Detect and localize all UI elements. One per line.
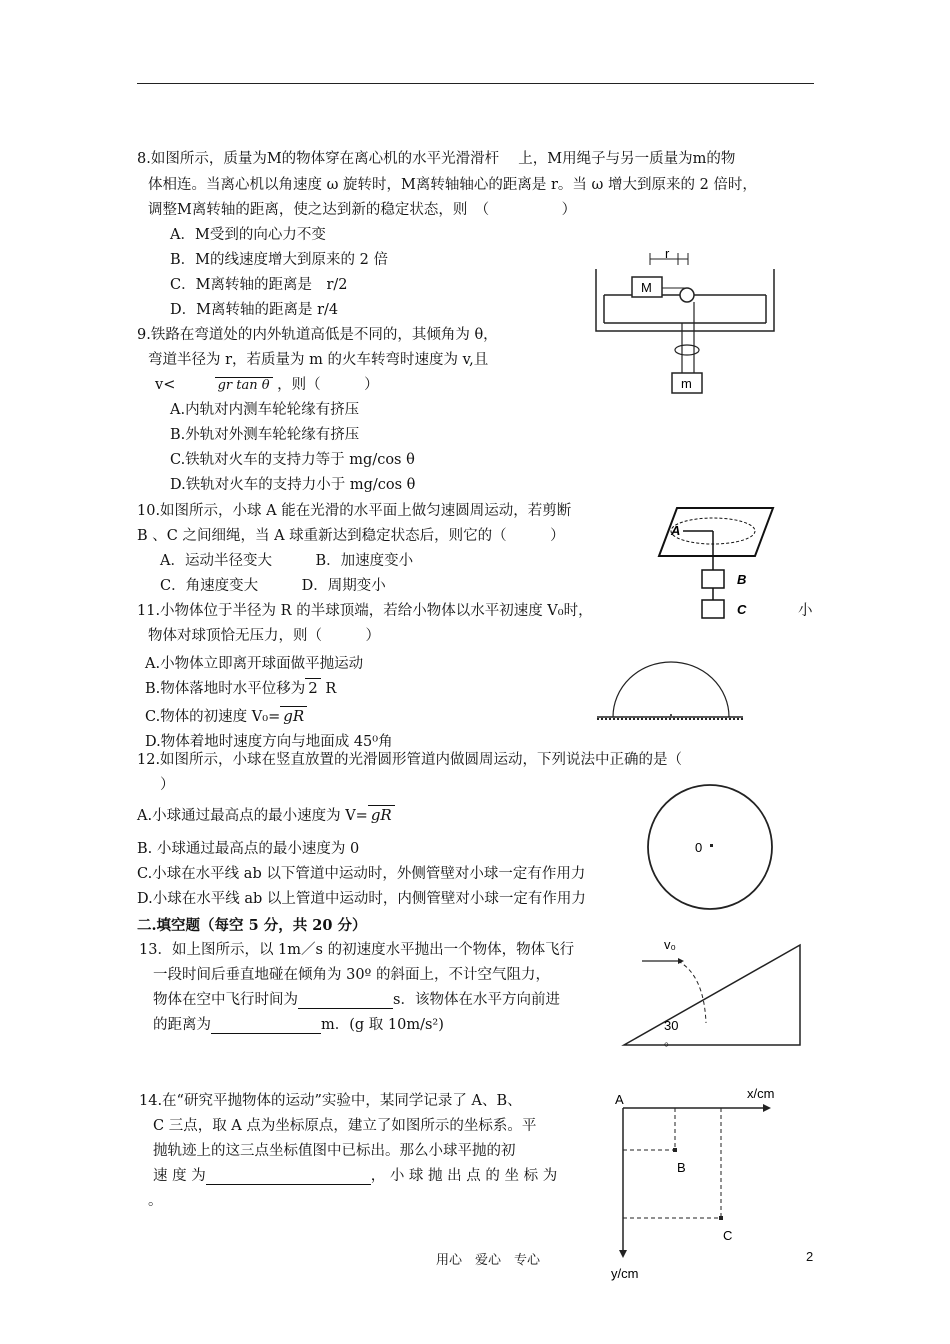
q13-blank-time[interactable] xyxy=(298,1008,393,1009)
q12-stem-line1: 12.如图所示，小球在竖直放置的光滑圆形管道内做圆周运动，下列说法中正确的是（ xyxy=(137,752,683,768)
q14-coordinate-figure xyxy=(605,1080,805,1280)
q12-option-d: D.小球在水平线 ab 以上管道中运动时，内侧管壁对小球一定有作用力 xyxy=(137,891,586,907)
q10-options-cd: C．角速度变大 D．周期变小 xyxy=(160,578,386,594)
q13-blank-distance[interactable] xyxy=(211,1033,321,1034)
q13-stem-line3-b: s．该物体在水平方向前进 xyxy=(393,992,560,1008)
q11-stem-line1: 11.小物体位于半径为 R 的半球顶端，若给小物体以水平初速度 V₀时， xyxy=(137,603,593,619)
q13-stem-line2: 一段时间后垂直地碰在倾角为 30º 的斜面上，不计空气阻力， xyxy=(153,967,550,983)
q13-stem-line4-a: 的距离为 xyxy=(153,1017,211,1033)
q12-option-c: C.小球在水平线 ab 以下管道中运动时，外侧管壁对小球一定有作用力 xyxy=(137,866,586,882)
q8-option-d: D．M离转轴的距离是 r/4 xyxy=(170,302,339,318)
page-footer: 用心 爱心 专心 xyxy=(436,1253,541,1268)
q14-label-x-axis: x/cm xyxy=(747,1086,775,1101)
q8-label-r: r xyxy=(665,246,670,261)
q13-stem-line4 xyxy=(153,1016,444,1034)
q8-label-M: M xyxy=(641,280,652,295)
q8-label-m: m xyxy=(681,376,692,391)
q11-option-a: A.小物体立即离开球面做平抛运动 xyxy=(145,656,364,672)
q13-stem-line4-b: m．(g 取 10m/s²) xyxy=(321,1017,444,1033)
q13-stem-line1: 13．如上图所示，以 1m／s 的初速度水平抛出一个物体，物体飞行 xyxy=(139,942,575,958)
q14-label-B: B xyxy=(677,1160,686,1175)
q14-stem-line4-b: ， 小 球 抛 出 点 的 坐 标 为 xyxy=(370,1168,558,1184)
q9-option-a: A.内轨对内测车轮轮缘有挤压 xyxy=(170,402,360,418)
q9-stem-line3 xyxy=(155,376,379,395)
q8-stem-line1: 8.如图所示，质量为M的物体穿在离心机的水平光滑滑杆 上，M用绳子与另一质量为m的物 xyxy=(137,151,736,167)
q13-label-degree: 。 xyxy=(664,1033,678,1048)
q13-incline-figure xyxy=(620,935,805,1050)
section2-heading: 二.填空题（每空 5 分，共 20 分） xyxy=(137,917,367,934)
q10-plate-figure xyxy=(655,500,775,650)
q13-label-v0: v₀ xyxy=(664,937,676,952)
q12-stem-line2: ） xyxy=(160,777,175,793)
q13-stem-line3 xyxy=(153,991,560,1009)
q12-label-O: 0 xyxy=(695,840,703,855)
q9-stem-line1: 9.铁路在弯道处的内外轨道高低是不同的，其倾角为 θ， xyxy=(137,327,498,343)
q10-stem-line2: B 、C 之间细绳，当 A 球重新达到稳定状态后，则它的（ ） xyxy=(137,528,565,544)
q11-hemisphere-figure xyxy=(595,655,745,725)
q11-option-d: D.物体着地时速度方向与地面成 45⁰角 xyxy=(145,734,393,750)
q9-option-b: B.外轨对外测车轮轮缘有挤压 xyxy=(170,427,360,443)
q9-then: ，则（ ） xyxy=(277,377,379,393)
q11-stem-line2: 物体对球顶恰无压力，则（ ） xyxy=(148,628,380,644)
q9-option-c: C.铁轨对火车的支持力等于 mg/cos θ xyxy=(170,452,415,468)
q14-label-y-axis: y/cm xyxy=(611,1266,639,1281)
q12-sqrt-gR: gR xyxy=(368,805,395,824)
q10-label-B: B xyxy=(737,572,747,587)
q14-stem-line3: 抛轨迹上的这三点坐标值图中已标出。那么小球平抛的初 xyxy=(153,1143,516,1159)
q9-option-d: D.铁轨对火车的支持力小于 mg/cos θ xyxy=(170,477,416,493)
page-number: 2 xyxy=(806,1249,814,1264)
q11-stem-tail: 小 xyxy=(798,603,813,619)
q14-stem-line5: 。 xyxy=(148,1193,163,1209)
q12-option-a xyxy=(137,806,395,825)
q8-stem-line2: 体相连。当离心机以角速度 ω 旋转时，M离转轴轴心的距离是 r。当 ω 增大到原来的 2 倍时， xyxy=(148,177,757,193)
q13-label-angle: 30 xyxy=(664,1018,679,1033)
q11-option-c xyxy=(145,707,307,726)
q12-circle-figure xyxy=(643,780,783,915)
q11-option-b-text: B.物体落地时水平位移为 xyxy=(145,681,306,697)
q8-option-a: A．M受到的向心力不变 xyxy=(170,227,326,243)
q13-stem-line3-a: 物体在空中飞行时间为 xyxy=(153,992,298,1008)
q10-stem-line1: 10.如图所示，小球 A 能在光滑的水平面上做匀速圆周运动，若剪断 xyxy=(137,503,572,519)
header-rule xyxy=(137,83,814,84)
q12-option-b: B. 小球通过最高点的最小速度为 0 xyxy=(137,841,360,857)
q14-stem-line4 xyxy=(153,1167,557,1185)
q11-option-c-text: C.物体的初速度 V₀= xyxy=(145,709,281,725)
q10-options-ab: A．运动半径变大 B．加速度变小 xyxy=(160,553,414,569)
q10-label-A: A xyxy=(671,523,681,538)
q14-blank-velocity[interactable] xyxy=(206,1184,371,1185)
q11-option-b xyxy=(145,679,336,698)
q8-centrifuge-figure xyxy=(590,245,780,395)
q14-stem-line4-a: 速 度 为 xyxy=(153,1168,206,1184)
q8-stem-line3: 调整M离转轴的距离，使之达到新的稳定状态，则 （ ） xyxy=(148,202,577,218)
q9-sqrt-expression: gr tan θ xyxy=(215,377,273,393)
q12-option-a-text: A.小球通过最高点的最小速度为 V= xyxy=(137,808,368,824)
q14-label-C: C xyxy=(723,1228,733,1243)
q8-option-b: B．M的线速度增大到原来的 2 倍 xyxy=(170,252,388,268)
q14-stem-line1: 14.在“研究平抛物体的运动”实验中，某同学记录了 A、B、 xyxy=(139,1093,522,1109)
q8-option-c: C．M离转轴的距离是 r/2 xyxy=(170,277,348,293)
q14-label-A: A xyxy=(615,1092,624,1107)
q11-option-b-tail: R xyxy=(320,681,337,697)
q9-v-less: v< xyxy=(155,377,176,393)
q11-sqrt-2: 2 xyxy=(305,678,321,697)
q9-stem-line2: 弯道半径为 r，若质量为 m 的火车转弯时速度为 v,且 xyxy=(148,352,489,368)
q10-label-C: C xyxy=(737,602,747,617)
q14-stem-line2: C 三点，取 A 点为坐标原点，建立了如图所示的坐标系。平 xyxy=(153,1118,537,1134)
q11-sqrt-gR: gR xyxy=(280,706,307,725)
